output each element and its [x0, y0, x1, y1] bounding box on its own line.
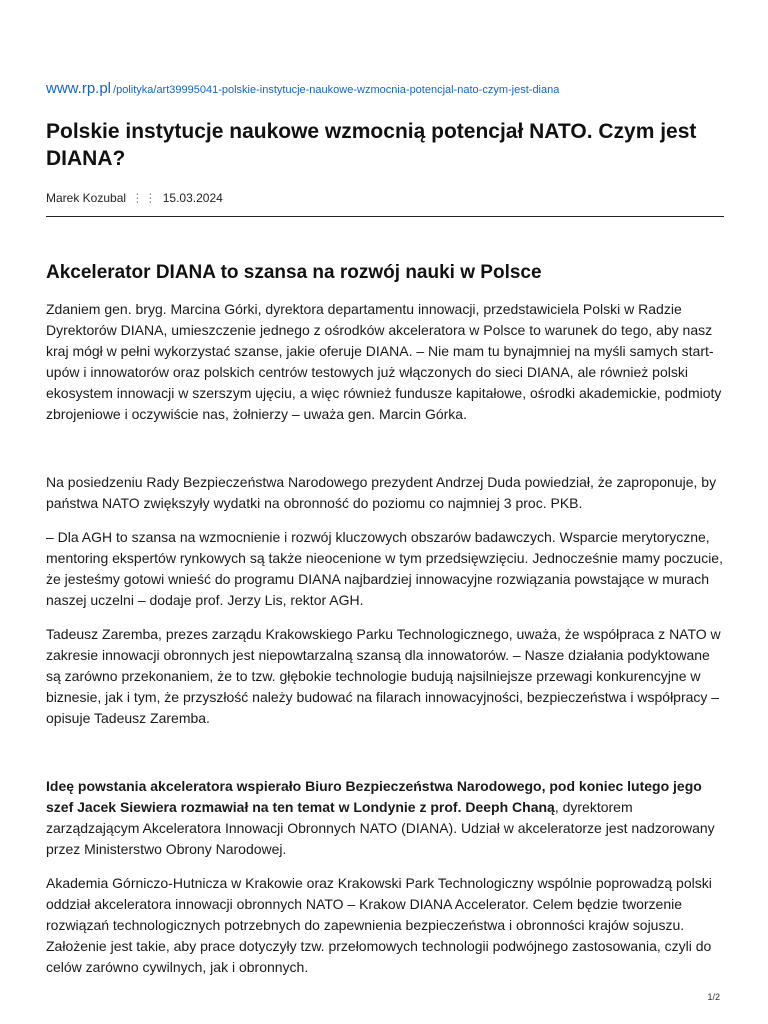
author-name: Marek Kozubal: [46, 191, 127, 205]
header-divider: [46, 216, 724, 217]
paragraph-4: Tadeusz Zaremba, prezes zarządu Krakowskiego Parku Technologicznego, uważa, że współpraca z NATO w zakresie innowacji obronnych jest niepowtarzalną szansą dla innowatorów. – Nasze działania podyktowane są zarówno przekonaniem, że to tzw. głębokie technologie budują najsilniejsze przewagi konkurencyjne w biznesie, jak i tym, że przyszłość należy budować na filarach innowacyjności, bezpieczeństwa i współpracy – opisuje Tadeusz Zaremba.: [46, 626, 721, 726]
paragraph-5: [46, 776, 724, 860]
paragraph-3: – Dla AGH to szansa na wzmocnienie i rozwój kluczowych obszarów badawczych. Wsparcie merytoryczne, mentoring ekspertów rynkowych są także nieocenione w tym przedsięwzięciu. Jednocześnie mamy poczucie, że jesteśmy gotowi wnieść do programu DIANA najbardziej innowacyjne rozwiązania powstające w murach naszej uczelni – dodaje prof. Jerzy Lis, rektor AGH.: [46, 529, 723, 608]
paragraph-6: Akademia Górniczo-Hutnicza w Krakowie oraz Krakowski Park Technologiczny wspólnie poprowadzą polski oddział akceleratora innowacji obronnych NATO – Krakow DIANA Accelerator. Celem będzie tworzenie rozwiązań technologicznych potrzebnych do zapewnienia bezpieczeństwa i obronności krajów sojuszu. Założenie jest takie, aby prace dotyczyły tzw. przełomowych technologii podwójnego zastosowania, czyli do celów zarówno cywilnych, jak i obronnych.: [46, 875, 712, 975]
url-domain-link[interactable]: www.rp.pl: [46, 80, 112, 97]
document-page: [46, 80, 724, 978]
paragraph-2: Na posiedzeniu Rady Bezpieczeństwa Narodowego prezydent Andrzej Duda powiedział, że zaproponuje, by państwa NATO zwiększyły wydatki na obronność do poziomu co najmniej 3 proc. PKB.: [46, 474, 717, 511]
paragraph-1: Zdaniem gen. bryg. Marcina Górki, dyrektora departamentu innowacji, przedstawiciela Polski w Radzie Dyrektorów DIANA, umieszczenie jednego z ośrodków akceleratora w Polsce to warunek do tego, aby nasz kraj mógł w pełni wykorzystać szanse, jakie oferuje DIANA. – Nie mam tu bynajmniej na myśli samych start-upów i innowatorów oraz polskich centrów testowych już włączonych do sieci DIANA, ale również polski ekosystem innowacji w szerszym ujęciu, a więc również fundusze kapitałowe, ośrodki akademickie, podmioty zbrojeniowe i oczywiście nas, żołnierzy – uważa gen. Marcin Górka.: [46, 301, 722, 422]
page-number: 1/2: [707, 992, 720, 1002]
article-title: Polskie instytucje naukowe wzmocnią potencjał NATO. Czym jest DIANA?: [46, 120, 697, 170]
publish-date: 15.03.2024: [162, 191, 223, 205]
paragraph-5-rest: , dyrektorem zarządzającym Akceleratora Innowacji Obronnych NATO (DIANA). Udział w akceleratorze jest nadzorowany przez Ministerstwo Obrony Narodowej.: [46, 799, 715, 857]
byline: [46, 190, 724, 206]
paragraph-5-bold-lead: Ideę powstania akceleratora wspierało Biuro Bezpieczeństwa Narodowego, pod koniec lutego jego szef Jacek Siewiera rozmawiał na ten temat w Londynie z prof. Deeph Chaną: [46, 778, 702, 815]
section-heading: Akcelerator DIANA to szansa na rozwój nauki w Polsce: [46, 262, 542, 283]
byline-separator: ⋮⋮: [131, 191, 158, 205]
source-url[interactable]: [46, 80, 724, 99]
url-path-link[interactable]: /polityka/art39995041-polskie-instytucje-naukowe-wzmocnia-potencjal-nato-czym-jest-diana: [113, 84, 560, 96]
